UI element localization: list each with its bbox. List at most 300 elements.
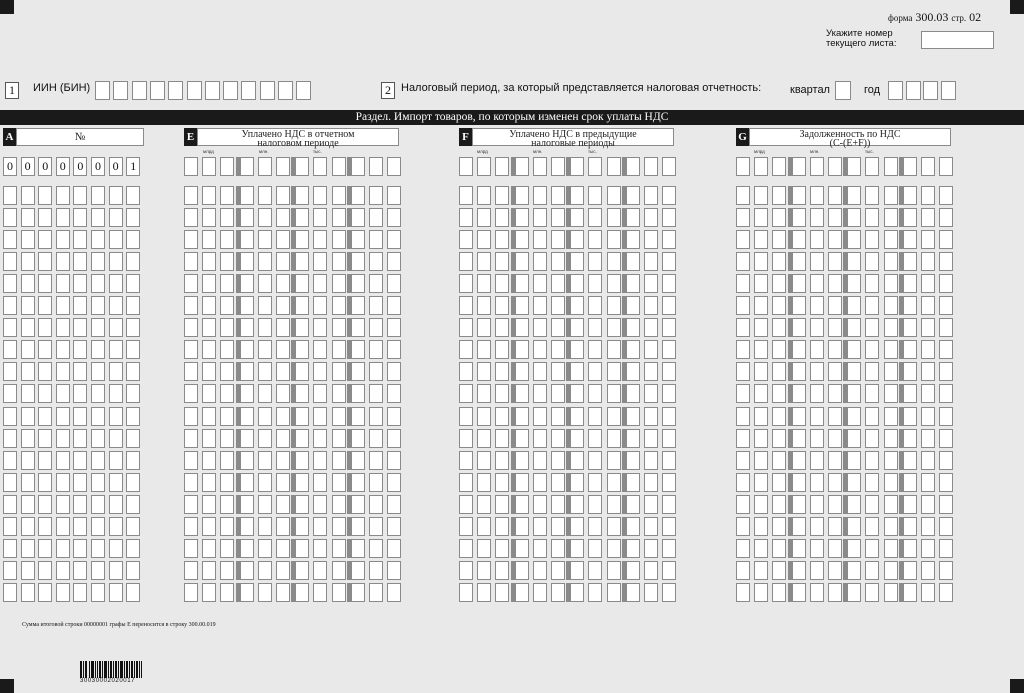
col-g-digit-cell[interactable] xyxy=(754,517,768,536)
col-g-digit-cell[interactable] xyxy=(736,517,750,536)
col-e-digit-cell[interactable] xyxy=(369,186,383,205)
col-g-digit-cell[interactable] xyxy=(921,230,935,249)
col-g-digit-cell[interactable] xyxy=(828,274,842,293)
col-g-digit-cell[interactable] xyxy=(736,407,750,426)
col-e-digit-cell[interactable] xyxy=(351,186,365,205)
col-e-digit-cell[interactable] xyxy=(276,429,290,448)
col-g-digit-cell[interactable] xyxy=(903,384,917,403)
col-e-digit-cell[interactable] xyxy=(220,561,234,580)
row-number-cell[interactable] xyxy=(91,362,105,381)
col-e-digit-cell[interactable] xyxy=(369,274,383,293)
row-number-cell[interactable] xyxy=(21,208,35,227)
col-g-digit-cell[interactable] xyxy=(772,186,786,205)
col-g-digit-cell[interactable] xyxy=(865,451,879,470)
col-e-digit-cell[interactable] xyxy=(258,274,272,293)
col-g-digit-cell[interactable] xyxy=(754,318,768,337)
col-g-digit-cell[interactable] xyxy=(865,252,879,271)
row-number-cell[interactable] xyxy=(21,186,35,205)
col-e-digit-cell[interactable] xyxy=(220,274,234,293)
col-g-digit-cell[interactable] xyxy=(903,429,917,448)
col-e-digit-cell[interactable] xyxy=(351,561,365,580)
col-e-digit-cell[interactable] xyxy=(387,296,401,315)
col-e-digit-cell[interactable] xyxy=(351,583,365,602)
col-g-digit-cell[interactable] xyxy=(810,429,824,448)
col-g-digit-cell[interactable] xyxy=(865,561,879,580)
col-f-digit-cell[interactable] xyxy=(644,517,658,536)
row-number-cell[interactable] xyxy=(21,252,35,271)
row-number-cell[interactable] xyxy=(109,384,123,403)
row-number-cell[interactable] xyxy=(73,539,87,558)
row-number-cell[interactable] xyxy=(126,186,140,205)
row-number-cell[interactable] xyxy=(109,407,123,426)
col-f-digit-cell[interactable] xyxy=(662,451,676,470)
col-e-digit-cell[interactable] xyxy=(258,561,272,580)
col-f-digit-cell[interactable] xyxy=(570,384,584,403)
row-number-cell[interactable] xyxy=(91,495,105,514)
col-g-digit-cell[interactable] xyxy=(792,451,806,470)
row-number-cell[interactable] xyxy=(126,230,140,249)
col-g-digit-cell[interactable] xyxy=(810,384,824,403)
col-f-digit-cell[interactable] xyxy=(607,539,621,558)
col-g-digit-cell[interactable] xyxy=(772,208,786,227)
col-e-digit-cell[interactable] xyxy=(351,318,365,337)
col-f-digit-cell[interactable] xyxy=(588,340,602,359)
row-number-cell[interactable] xyxy=(126,451,140,470)
col-g-digit-cell[interactable] xyxy=(828,296,842,315)
col-e-digit-cell[interactable] xyxy=(332,186,346,205)
col-f-digit-cell[interactable] xyxy=(626,583,640,602)
col-f-digit-cell[interactable] xyxy=(644,539,658,558)
col-f-digit-cell[interactable] xyxy=(533,274,547,293)
col-g-digit-cell[interactable] xyxy=(736,451,750,470)
row-number-cell[interactable] xyxy=(3,208,17,227)
col-g-digit-cell[interactable] xyxy=(754,473,768,492)
col-g-digit-cell[interactable] xyxy=(903,252,917,271)
col-f-digit-cell[interactable] xyxy=(607,384,621,403)
col-f-digit-cell[interactable] xyxy=(533,561,547,580)
col-f-digit-cell[interactable] xyxy=(588,583,602,602)
col-e-digit-cell[interactable] xyxy=(313,340,327,359)
col-g-digit-cell[interactable] xyxy=(792,157,806,176)
row-number-cell[interactable] xyxy=(73,296,87,315)
col-g-digit-cell[interactable] xyxy=(865,340,879,359)
col-f-digit-cell[interactable] xyxy=(662,208,676,227)
col-e-digit-cell[interactable] xyxy=(220,296,234,315)
col-f-digit-cell[interactable] xyxy=(607,318,621,337)
col-g-digit-cell[interactable] xyxy=(921,429,935,448)
row-number-cell[interactable] xyxy=(38,539,52,558)
col-f-digit-cell[interactable] xyxy=(662,583,676,602)
col-e-digit-cell[interactable] xyxy=(258,429,272,448)
col-e-digit-cell[interactable] xyxy=(220,384,234,403)
col-e-digit-cell[interactable] xyxy=(387,362,401,381)
col-e-digit-cell[interactable] xyxy=(220,208,234,227)
col-f-digit-cell[interactable] xyxy=(459,429,473,448)
col-e-digit-cell[interactable] xyxy=(332,451,346,470)
row-number-cell[interactable] xyxy=(56,473,70,492)
col-g-digit-cell[interactable] xyxy=(810,583,824,602)
col-g-digit-cell[interactable] xyxy=(792,495,806,514)
row-number-cell[interactable] xyxy=(73,252,87,271)
col-e-digit-cell[interactable] xyxy=(276,157,290,176)
col-e-digit-cell[interactable] xyxy=(295,407,309,426)
row-number-cell[interactable] xyxy=(38,296,52,315)
iin-cell[interactable] xyxy=(150,81,165,100)
col-e-digit-cell[interactable] xyxy=(313,495,327,514)
col-g-digit-cell[interactable] xyxy=(828,318,842,337)
col-e-digit-cell[interactable] xyxy=(369,157,383,176)
col-f-digit-cell[interactable] xyxy=(477,451,491,470)
row-number-cell[interactable]: 0 xyxy=(91,157,105,176)
col-g-digit-cell[interactable] xyxy=(792,274,806,293)
col-g-digit-cell[interactable] xyxy=(736,429,750,448)
col-e-digit-cell[interactable] xyxy=(295,186,309,205)
col-f-digit-cell[interactable] xyxy=(662,517,676,536)
row-number-cell[interactable] xyxy=(73,517,87,536)
row-number-cell[interactable] xyxy=(21,473,35,492)
col-f-digit-cell[interactable] xyxy=(607,517,621,536)
col-f-digit-cell[interactable] xyxy=(533,157,547,176)
row-number-cell[interactable] xyxy=(21,583,35,602)
col-e-digit-cell[interactable] xyxy=(295,473,309,492)
row-number-cell[interactable] xyxy=(56,384,70,403)
col-g-digit-cell[interactable] xyxy=(810,296,824,315)
col-e-digit-cell[interactable] xyxy=(351,362,365,381)
col-e-digit-cell[interactable] xyxy=(240,274,254,293)
col-f-digit-cell[interactable] xyxy=(459,252,473,271)
col-g-digit-cell[interactable] xyxy=(884,473,898,492)
col-f-digit-cell[interactable] xyxy=(533,340,547,359)
col-e-digit-cell[interactable] xyxy=(276,296,290,315)
col-e-digit-cell[interactable] xyxy=(295,517,309,536)
col-f-digit-cell[interactable] xyxy=(626,157,640,176)
row-number-cell[interactable] xyxy=(91,318,105,337)
col-g-digit-cell[interactable] xyxy=(792,473,806,492)
col-f-digit-cell[interactable] xyxy=(477,230,491,249)
col-g-digit-cell[interactable] xyxy=(903,583,917,602)
row-number-cell[interactable] xyxy=(126,561,140,580)
col-g-digit-cell[interactable] xyxy=(736,252,750,271)
col-g-digit-cell[interactable] xyxy=(754,296,768,315)
col-g-digit-cell[interactable] xyxy=(754,340,768,359)
col-f-digit-cell[interactable] xyxy=(644,451,658,470)
col-g-digit-cell[interactable] xyxy=(884,384,898,403)
col-e-digit-cell[interactable] xyxy=(184,252,198,271)
col-e-digit-cell[interactable] xyxy=(240,318,254,337)
col-g-digit-cell[interactable] xyxy=(847,429,861,448)
row-number-cell[interactable] xyxy=(109,274,123,293)
col-e-digit-cell[interactable] xyxy=(313,186,327,205)
col-f-digit-cell[interactable] xyxy=(626,539,640,558)
col-e-digit-cell[interactable] xyxy=(220,362,234,381)
col-f-digit-cell[interactable] xyxy=(477,561,491,580)
col-f-digit-cell[interactable] xyxy=(570,318,584,337)
iin-cell[interactable] xyxy=(241,81,256,100)
col-e-digit-cell[interactable] xyxy=(332,473,346,492)
row-number-cell[interactable] xyxy=(3,495,17,514)
col-e-digit-cell[interactable] xyxy=(351,407,365,426)
row-number-cell[interactable] xyxy=(38,230,52,249)
col-e-digit-cell[interactable] xyxy=(276,451,290,470)
col-f-digit-cell[interactable] xyxy=(495,583,509,602)
col-g-digit-cell[interactable] xyxy=(792,208,806,227)
col-g-digit-cell[interactable] xyxy=(736,473,750,492)
col-g-digit-cell[interactable] xyxy=(754,157,768,176)
row-number-cell[interactable] xyxy=(91,340,105,359)
col-g-digit-cell[interactable] xyxy=(884,583,898,602)
col-g-digit-cell[interactable] xyxy=(810,340,824,359)
col-e-digit-cell[interactable] xyxy=(295,252,309,271)
col-g-digit-cell[interactable] xyxy=(903,407,917,426)
col-f-digit-cell[interactable] xyxy=(626,274,640,293)
col-f-digit-cell[interactable] xyxy=(588,274,602,293)
col-e-digit-cell[interactable] xyxy=(184,208,198,227)
col-g-digit-cell[interactable] xyxy=(865,296,879,315)
row-number-cell[interactable] xyxy=(21,407,35,426)
col-e-digit-cell[interactable] xyxy=(184,157,198,176)
col-e-digit-cell[interactable] xyxy=(295,274,309,293)
col-g-digit-cell[interactable] xyxy=(847,384,861,403)
col-g-digit-cell[interactable] xyxy=(736,186,750,205)
col-e-digit-cell[interactable] xyxy=(202,157,216,176)
col-f-digit-cell[interactable] xyxy=(626,340,640,359)
year-cell[interactable] xyxy=(923,81,938,100)
col-g-digit-cell[interactable] xyxy=(884,451,898,470)
col-f-digit-cell[interactable] xyxy=(495,429,509,448)
col-g-digit-cell[interactable] xyxy=(754,495,768,514)
row-number-cell[interactable] xyxy=(21,451,35,470)
col-g-digit-cell[interactable] xyxy=(884,495,898,514)
col-f-digit-cell[interactable] xyxy=(477,274,491,293)
col-g-digit-cell[interactable] xyxy=(939,296,953,315)
col-f-digit-cell[interactable] xyxy=(495,157,509,176)
row-number-cell[interactable] xyxy=(38,517,52,536)
col-f-digit-cell[interactable] xyxy=(495,561,509,580)
col-g-digit-cell[interactable] xyxy=(884,318,898,337)
row-number-cell[interactable] xyxy=(126,208,140,227)
row-number-cell[interactable] xyxy=(91,451,105,470)
col-f-digit-cell[interactable] xyxy=(515,157,529,176)
col-g-digit-cell[interactable] xyxy=(736,230,750,249)
col-g-digit-cell[interactable] xyxy=(847,340,861,359)
col-g-digit-cell[interactable] xyxy=(865,157,879,176)
col-e-digit-cell[interactable] xyxy=(332,208,346,227)
row-number-cell[interactable] xyxy=(73,561,87,580)
col-f-digit-cell[interactable] xyxy=(551,186,565,205)
col-f-digit-cell[interactable] xyxy=(644,340,658,359)
col-g-digit-cell[interactable] xyxy=(884,274,898,293)
col-f-digit-cell[interactable] xyxy=(515,517,529,536)
row-number-cell[interactable] xyxy=(21,539,35,558)
col-f-digit-cell[interactable] xyxy=(515,407,529,426)
col-e-digit-cell[interactable] xyxy=(276,561,290,580)
col-f-digit-cell[interactable] xyxy=(662,429,676,448)
col-g-digit-cell[interactable] xyxy=(847,252,861,271)
col-g-digit-cell[interactable] xyxy=(828,495,842,514)
row-number-cell[interactable] xyxy=(21,495,35,514)
col-e-digit-cell[interactable] xyxy=(313,451,327,470)
row-number-cell[interactable] xyxy=(38,473,52,492)
col-f-digit-cell[interactable] xyxy=(607,495,621,514)
row-number-cell[interactable] xyxy=(56,252,70,271)
col-f-digit-cell[interactable] xyxy=(570,340,584,359)
col-e-digit-cell[interactable] xyxy=(240,583,254,602)
col-f-digit-cell[interactable] xyxy=(495,208,509,227)
row-number-cell[interactable] xyxy=(3,274,17,293)
col-f-digit-cell[interactable] xyxy=(588,362,602,381)
col-f-digit-cell[interactable] xyxy=(495,539,509,558)
col-f-digit-cell[interactable] xyxy=(495,230,509,249)
col-e-digit-cell[interactable] xyxy=(351,384,365,403)
col-f-digit-cell[interactable] xyxy=(515,495,529,514)
row-number-cell[interactable] xyxy=(91,561,105,580)
col-f-digit-cell[interactable] xyxy=(459,186,473,205)
col-g-digit-cell[interactable] xyxy=(754,539,768,558)
col-e-digit-cell[interactable] xyxy=(387,539,401,558)
row-number-cell[interactable] xyxy=(73,230,87,249)
iin-cell[interactable] xyxy=(132,81,147,100)
col-f-digit-cell[interactable] xyxy=(515,230,529,249)
col-f-digit-cell[interactable] xyxy=(477,473,491,492)
col-f-digit-cell[interactable] xyxy=(607,583,621,602)
col-g-digit-cell[interactable] xyxy=(939,473,953,492)
col-f-digit-cell[interactable] xyxy=(477,362,491,381)
col-e-digit-cell[interactable] xyxy=(295,429,309,448)
col-e-digit-cell[interactable] xyxy=(202,407,216,426)
col-f-digit-cell[interactable] xyxy=(588,561,602,580)
col-g-digit-cell[interactable] xyxy=(939,230,953,249)
col-f-digit-cell[interactable] xyxy=(644,157,658,176)
col-e-digit-cell[interactable] xyxy=(369,340,383,359)
col-f-digit-cell[interactable] xyxy=(626,186,640,205)
col-f-digit-cell[interactable] xyxy=(662,384,676,403)
col-f-digit-cell[interactable] xyxy=(607,186,621,205)
year-cell[interactable] xyxy=(941,81,956,100)
row-number-cell[interactable] xyxy=(126,340,140,359)
iin-cell[interactable] xyxy=(187,81,202,100)
col-g-digit-cell[interactable] xyxy=(884,157,898,176)
col-f-digit-cell[interactable] xyxy=(551,252,565,271)
col-g-digit-cell[interactable] xyxy=(939,583,953,602)
col-e-digit-cell[interactable] xyxy=(240,252,254,271)
col-g-digit-cell[interactable] xyxy=(865,495,879,514)
col-g-digit-cell[interactable] xyxy=(810,274,824,293)
row-number-cell[interactable] xyxy=(38,274,52,293)
col-e-digit-cell[interactable] xyxy=(202,252,216,271)
row-number-cell[interactable] xyxy=(3,318,17,337)
col-e-digit-cell[interactable] xyxy=(313,407,327,426)
col-e-digit-cell[interactable] xyxy=(295,561,309,580)
col-g-digit-cell[interactable] xyxy=(810,230,824,249)
col-g-digit-cell[interactable] xyxy=(792,517,806,536)
row-number-cell[interactable] xyxy=(73,583,87,602)
col-g-digit-cell[interactable] xyxy=(810,157,824,176)
col-e-digit-cell[interactable] xyxy=(369,517,383,536)
col-g-digit-cell[interactable] xyxy=(772,539,786,558)
col-e-digit-cell[interactable] xyxy=(220,429,234,448)
row-number-cell[interactable] xyxy=(38,407,52,426)
col-f-digit-cell[interactable] xyxy=(533,296,547,315)
row-number-cell[interactable] xyxy=(126,384,140,403)
col-e-digit-cell[interactable] xyxy=(313,384,327,403)
col-f-digit-cell[interactable] xyxy=(588,384,602,403)
col-f-digit-cell[interactable] xyxy=(662,186,676,205)
col-e-digit-cell[interactable] xyxy=(332,517,346,536)
row-number-cell[interactable] xyxy=(38,495,52,514)
col-g-digit-cell[interactable] xyxy=(810,561,824,580)
col-e-digit-cell[interactable] xyxy=(387,208,401,227)
col-g-digit-cell[interactable] xyxy=(865,362,879,381)
col-e-digit-cell[interactable] xyxy=(184,517,198,536)
col-g-digit-cell[interactable] xyxy=(921,384,935,403)
col-g-digit-cell[interactable] xyxy=(921,495,935,514)
row-number-cell[interactable] xyxy=(126,318,140,337)
row-number-cell[interactable] xyxy=(73,274,87,293)
col-g-digit-cell[interactable] xyxy=(847,157,861,176)
row-number-cell[interactable] xyxy=(21,362,35,381)
col-e-digit-cell[interactable] xyxy=(369,451,383,470)
col-g-digit-cell[interactable] xyxy=(865,407,879,426)
row-number-cell[interactable] xyxy=(38,186,52,205)
col-e-digit-cell[interactable] xyxy=(202,583,216,602)
col-g-digit-cell[interactable] xyxy=(921,186,935,205)
col-f-digit-cell[interactable] xyxy=(570,517,584,536)
col-g-digit-cell[interactable] xyxy=(921,362,935,381)
col-f-digit-cell[interactable] xyxy=(570,561,584,580)
row-number-cell[interactable] xyxy=(126,252,140,271)
col-e-digit-cell[interactable] xyxy=(258,252,272,271)
row-number-cell[interactable] xyxy=(91,274,105,293)
row-number-cell[interactable] xyxy=(38,362,52,381)
col-g-digit-cell[interactable] xyxy=(847,296,861,315)
col-f-digit-cell[interactable] xyxy=(477,208,491,227)
col-g-digit-cell[interactable] xyxy=(884,517,898,536)
col-e-digit-cell[interactable] xyxy=(184,318,198,337)
col-e-digit-cell[interactable] xyxy=(387,274,401,293)
col-g-digit-cell[interactable] xyxy=(921,157,935,176)
col-e-digit-cell[interactable] xyxy=(220,495,234,514)
col-g-digit-cell[interactable] xyxy=(736,274,750,293)
col-e-digit-cell[interactable] xyxy=(351,451,365,470)
col-e-digit-cell[interactable] xyxy=(258,230,272,249)
col-e-digit-cell[interactable] xyxy=(240,495,254,514)
col-f-digit-cell[interactable] xyxy=(495,517,509,536)
col-g-digit-cell[interactable] xyxy=(736,561,750,580)
row-number-cell[interactable]: 0 xyxy=(109,157,123,176)
col-e-digit-cell[interactable] xyxy=(258,407,272,426)
col-g-digit-cell[interactable] xyxy=(847,186,861,205)
col-f-digit-cell[interactable] xyxy=(607,473,621,492)
col-g-digit-cell[interactable] xyxy=(772,230,786,249)
col-g-digit-cell[interactable] xyxy=(903,157,917,176)
col-e-digit-cell[interactable] xyxy=(351,208,365,227)
col-g-digit-cell[interactable] xyxy=(865,429,879,448)
col-f-digit-cell[interactable] xyxy=(533,407,547,426)
col-f-digit-cell[interactable] xyxy=(626,561,640,580)
col-f-digit-cell[interactable] xyxy=(459,274,473,293)
col-e-digit-cell[interactable] xyxy=(258,583,272,602)
col-g-digit-cell[interactable] xyxy=(792,296,806,315)
iin-cell[interactable] xyxy=(95,81,110,100)
iin-cell[interactable] xyxy=(223,81,238,100)
year-cell[interactable] xyxy=(906,81,921,100)
col-g-digit-cell[interactable] xyxy=(772,157,786,176)
col-f-digit-cell[interactable] xyxy=(477,157,491,176)
col-f-digit-cell[interactable] xyxy=(570,407,584,426)
col-e-digit-cell[interactable] xyxy=(276,318,290,337)
col-f-digit-cell[interactable] xyxy=(570,157,584,176)
col-g-digit-cell[interactable] xyxy=(754,186,768,205)
